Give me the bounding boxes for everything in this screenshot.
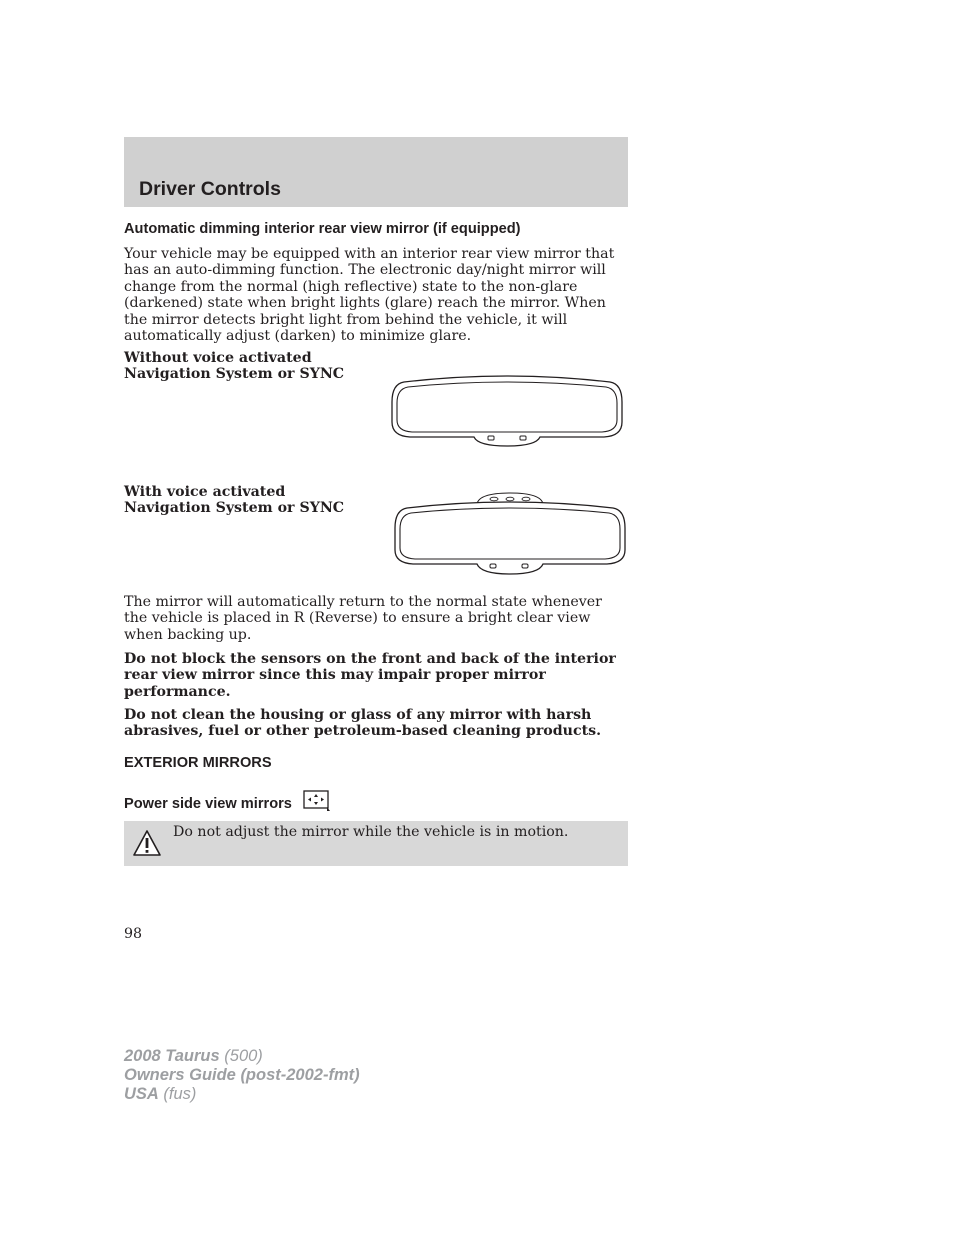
footer-model-code: (500) bbox=[219, 1047, 263, 1065]
footer-model: 2008 Taurus bbox=[124, 1047, 220, 1065]
page-title: Driver Controls bbox=[139, 178, 281, 200]
mirror-button bbox=[488, 436, 494, 440]
microphone-button bbox=[506, 497, 514, 501]
page-number: 98 bbox=[124, 926, 143, 942]
subheading-power-mirrors bbox=[124, 790, 331, 812]
mirror-with-nav-illustration bbox=[393, 490, 627, 576]
warning-box bbox=[124, 821, 628, 866]
footer-market: USA bbox=[124, 1085, 159, 1103]
microphone-button bbox=[490, 497, 498, 501]
reverse-note: The mirror will automatically return to the normal state whenever the vehicle is placed in R (Reverse) to ensure a bright clear view when backing up. bbox=[124, 594, 602, 643]
footer-line-model bbox=[124, 1047, 360, 1066]
label-without-nav: Without voice activated Navigation System or SYNC bbox=[124, 350, 345, 383]
label-with-nav: With voice activated Navigation System or SYNC bbox=[124, 484, 345, 517]
section-heading-auto-dimming: Automatic dimming interior rear view mirror (if equipped) bbox=[124, 221, 521, 237]
header-band bbox=[124, 137, 628, 207]
intro-paragraph: Your vehicle may be equipped with an interior rear view mirror that has an auto-dimming function. The electronic day/night mirror will change from the normal (high reflective) state to the non-glare (darkened) state when bright lights (glare) reach the mirror. When the mirror detects bright light from behind the vehicle, it will automatically adjust (darken) to minimize glare. bbox=[124, 246, 615, 345]
footer-guide: Owners Guide (post-2002-fmt) bbox=[124, 1066, 360, 1084]
caution-cleaning: Do not clean the housing or glass of any mirror with harsh abrasives, fuel or other petroleum-based cleaning products. bbox=[124, 707, 602, 740]
mirror-button bbox=[520, 436, 526, 440]
warning-triangle-icon bbox=[132, 829, 162, 857]
mirror-button bbox=[490, 564, 496, 568]
footer-line-guide bbox=[124, 1066, 360, 1085]
mirror-without-nav-illustration bbox=[390, 372, 624, 448]
footer-line-market bbox=[124, 1085, 360, 1104]
section-heading-exterior-mirrors: EXTERIOR MIRRORS bbox=[124, 755, 272, 771]
footer-market-code: (fus) bbox=[158, 1085, 197, 1103]
subheading-label: Power side view mirrors bbox=[124, 796, 292, 812]
footer bbox=[124, 1047, 360, 1104]
warning-text: Do not adjust the mirror while the vehicle is in motion. bbox=[173, 824, 569, 840]
mirror-button bbox=[522, 564, 528, 568]
caution-sensors: Do not block the sensors on the front and back of the interior rear view mirror since this may impair proper mirror performance. bbox=[124, 651, 616, 700]
power-mirror-control-icon bbox=[303, 790, 331, 812]
microphone-button bbox=[522, 497, 530, 501]
